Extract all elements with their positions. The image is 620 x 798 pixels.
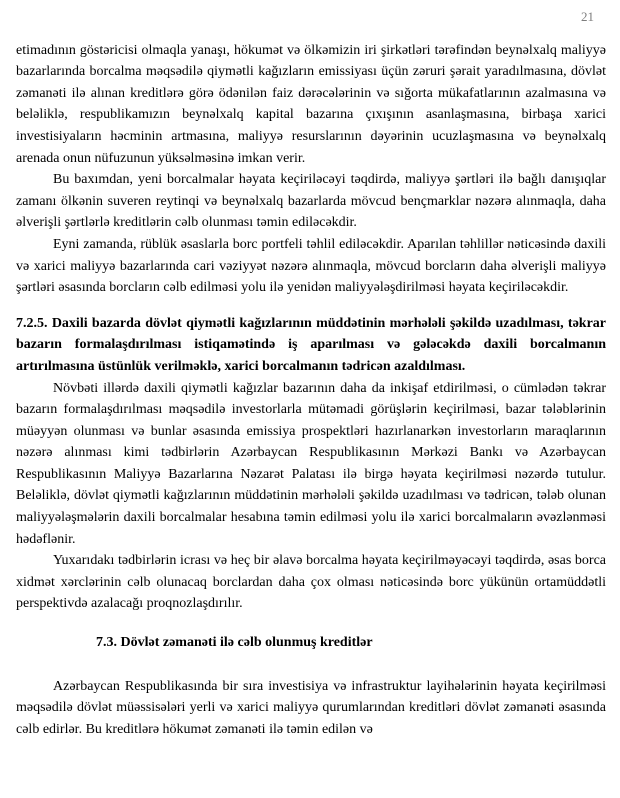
section-heading-7-2-5: 7.2.5. Daxili bazarda dövlət qiymətli kağızlarının müddətinin mərhələli şəkildə uzadılması, təkrar bazarın formalaşdırılması istiqamətində iş aparılması və gələcəkdə daxili borcalmanın artırılmasına üstünlük verilməklə, xarici borcalmanın tədricən azaldılması. [16, 315, 606, 374]
body-paragraph-2: Bu baxımdan, yeni borcalmalar həyata keçiriləcəyi təqdirdə, maliyyə şərtləri ilə bağlı danışıqlar zamanı ölkənin suveren reytinqi və beynəlxalq bazarlarda mövcud bençmarklar nəzərə alınmaqla, daha əlverişli şərtlərlə kreditlərin cəlb olunması təmin ediləcəkdir. [16, 172, 606, 231]
body-paragraph-3: Eyni zamanda, rüblük əsaslarla borc portfeli təhlil ediləcəkdir. Aparılan təhlillər nəticəsində daxili və xarici maliyyə bazarlarında cari vəziyyət nəzərə alınmaqla, mövcud borcların daha əlverişli maliyyə şərtləri əsasında borcların cəlb edilməsi yolu ilə yenidən maliyyələşdirilməsi həyata keçiriləcəkdir. [16, 236, 606, 296]
body-paragraph-6: Azərbaycan Respublikasında bir sıra investisiya və infrastruktur layihələrinin həyata keçirilməsi məqsədilə dövlət müəssisələri yerli və xarici maliyyə qurumlarından kreditləri dövlət zəmanəti əsasında cəlb edirlər. Bu kreditlərə hökumət zəmanəti ilə təmin edilən və [16, 678, 606, 737]
section-heading-7-3: 7.3. Dövlət zəmanəti ilə cəlb olunmuş kreditlər [96, 635, 373, 651]
body-paragraph-5: Yuxarıdakı tədbirlərin icrası və heç bir əlavə borcalma həyata keçirilməyəcəyi təqdirdə, əsas borca xidmət xərclərinin cəlb olunacaq borclardan daha çox olması nəticəsində borc yükünün ortamüddətli perspektivdə azalacağı proqnozlaşdırılır. [16, 553, 606, 612]
page-number: 21 [581, 9, 594, 24]
body-paragraph-4: Növbəti illərdə daxili qiymətli kağızlar bazarının daha da inkişaf etdirilməsi, o cümlədən təkrar bazarın formalaşdırılması məqsədilə investorlarla mütəmadi görüşlərin keçirilməsi, bazar tələblərinin müəyyən olunması və bunlar əsasında emissiya prospektləri hazırlanarkən investorların maraqlarının nəzərə alınması kimi tədbirlərin Azərbaycan Respublikasının Mərkəzi Bankı və Azərbaycan Respublikasının Maliyyə Bazarlarına Nəzarət Palatası ilə birgə həyata keçirilməsi nəzərdə tutulur. Beləliklə, dövlət qiymətli kağızlarının müddətinin mərhələli şəkildə uzadılması və tədricən, tələb olunan maliyyələşmələrin daxili borcalmalar hesabına təmin edilməsi yolu ilə xarici borcalmaların əvəzlənməsi hədəflənir. [16, 380, 606, 547]
body-paragraph-1: etimadının göstəricisi olmaqla yanaşı, hökumət və ölkəmizin iri şirkətləri tərəfindən beynəlxalq maliyyə bazarlarında borcalma məqsədilə qiymətli kağızların emissiyası üçün zəruri şərait yaradılmasına, dövlət zəmanəti ilə alınan kreditlərə görə ödənilən faiz dərəcələrinin və sığorta mükafatlarının azalmasına və beləliklə, respublikamızın beynəlxalq kapital bazarına çıxışının asanlaşmasına, birbaşa xarici investisiyaların həcminin artmasına, maliyyə resurslarının dəyərinin ucuzlaşmasına və beynəlxalq arenada onun nüfuzunun yüksəlməsinə imkan verir. [16, 42, 606, 166]
